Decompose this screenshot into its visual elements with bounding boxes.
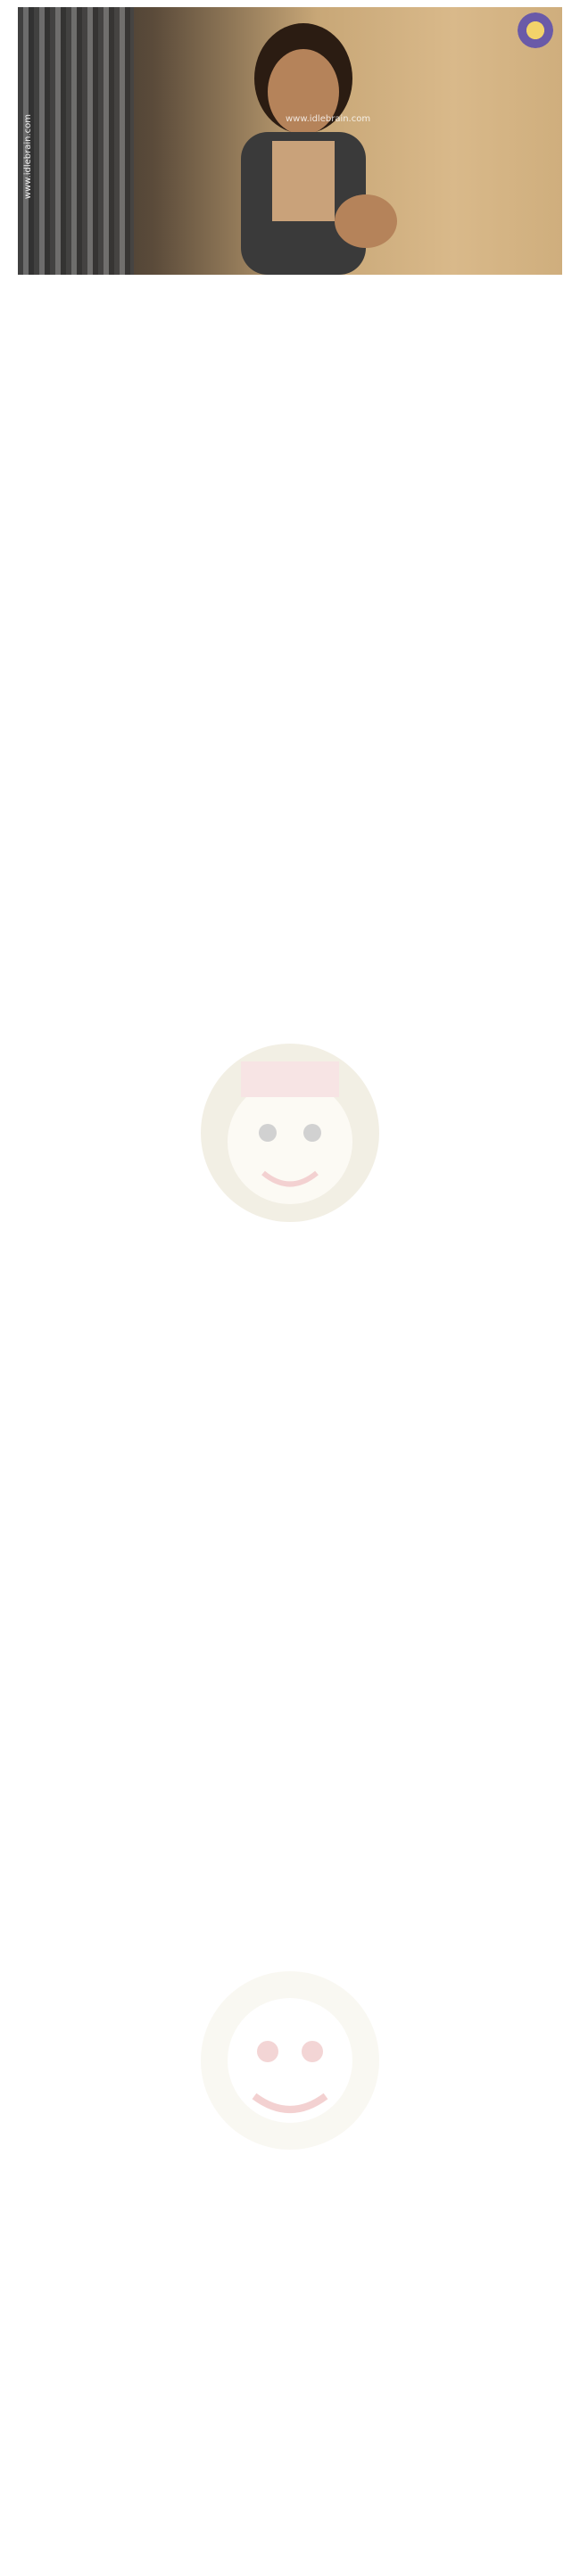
section-heading [21, 455, 560, 475]
section [21, 337, 560, 455]
photo-watermark-center: www.idlebrain.com [286, 114, 371, 124]
section [21, 1051, 560, 1126]
section-heading [21, 1754, 560, 1773]
background-stripes [18, 7, 134, 275]
section [21, 1284, 560, 1356]
section [21, 1126, 560, 1199]
section [21, 519, 560, 644]
actor-photo [187, 16, 419, 275]
section [21, 1679, 560, 1754]
section-heading [21, 1051, 560, 1070]
section [21, 1356, 560, 1427]
section [21, 828, 560, 1051]
section-heading [21, 337, 560, 357]
section-heading [21, 644, 560, 664]
section-heading [21, 519, 560, 539]
section [21, 455, 560, 519]
section-heading [21, 1427, 560, 1447]
section-heading [21, 1679, 560, 1698]
photo-watermark: www.idlebrain.com [23, 114, 33, 200]
article-body [21, 337, 560, 1914]
site-logo [518, 12, 553, 48]
section-heading [21, 1527, 560, 1547]
cartoon-watermark-lower [187, 1944, 393, 2176]
section [21, 1754, 560, 1843]
section [21, 742, 560, 828]
section-heading [21, 1356, 560, 1375]
section [21, 1427, 560, 1527]
section [21, 644, 560, 742]
section-heading [21, 1199, 560, 1218]
section-heading [21, 742, 560, 762]
section [21, 1199, 560, 1284]
section-heading [21, 1284, 560, 1304]
section-heading [21, 1126, 560, 1145]
section [21, 1843, 560, 1914]
header-photo [18, 7, 562, 275]
section [21, 1527, 560, 1679]
section-heading [21, 1843, 560, 1862]
section-heading [21, 828, 560, 847]
